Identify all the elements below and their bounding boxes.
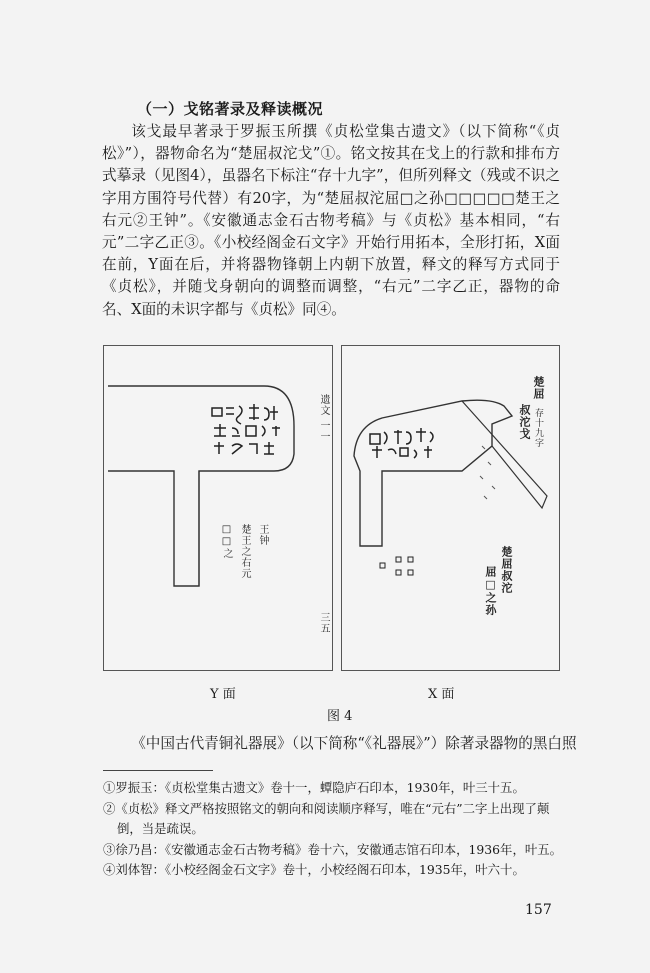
footnote-3: ③徐乃昌：《安徽通志金石古物考稿》卷十六，安徽通志馆石印本，1936年，叶五。 [103, 841, 563, 857]
y-inscription-col1: 王钟 [257, 524, 268, 546]
x-inscription-col2: 屈□之孙 [484, 566, 497, 616]
footnote-4: ④刘体智：《小校经阁金石文字》卷十，小校经阁石印本，1935年，叶六十。 [103, 862, 525, 878]
figure-y-panel [103, 345, 333, 671]
margin-note-bottom: 三五 [318, 612, 329, 634]
footnotes [103, 778, 563, 881]
y-inscription-col3: □□之 [221, 524, 232, 559]
continuation-text: 《中国古代青铜礼器展》（以下简称“《礼器展》”）除著录器物的黑白照 [131, 735, 577, 752]
footnote-2: ②《贞松》释文严格按照铭文的朝向和阅读顺序释写，唯在“元右”二字上出现了颠倒，当是疏误。 [103, 800, 550, 837]
figure-caption: 图 4 [327, 709, 353, 724]
x-inscription-col1: 楚屈叔沱 [500, 546, 513, 594]
x-title-col2: 叔沱戈 [518, 404, 531, 440]
halberd-x-drawing [342, 346, 559, 670]
section-heading: （一）戈铭著录及释读概况 [137, 100, 324, 118]
x-title-col1: 楚屈 [532, 376, 545, 400]
figure-y-label: Y 面 [210, 687, 236, 702]
footnote-divider [103, 770, 213, 771]
y-inscription-col2: 楚王之右元 [239, 524, 250, 579]
figure-x-panel [341, 345, 560, 671]
footnote-1: ①罗振玉：《贞松堂集古遗文》卷十一，蟫隐庐石印本，1930年，叶三十五。 [103, 780, 525, 795]
body-paragraph [102, 121, 560, 321]
figure-x-label: X 面 [428, 687, 455, 702]
paragraph-text: 该戈最早著录于罗振玉所撰《贞松堂集古遗文》（以下简称“《贞松》”），器物命名为“楚屈叔沱戈”①。铭文按其在戈上的行款和排布方式摹录（见图4），虽器名下标注“存十九字”，但所列释文（残或不识之字用方围符号代替）有20字，为“楚屈叔沱屈□之孙□□□□□楚王之右元②王钟”。《安徽通志金石古物考稿》与《贞松》基本相同，“右元”二字乙正③。《小校经阁金石文字》开始行用拓本，全形打拓，X面在前，Y面在后，并将器物锋朝上内朝下放置，释文的释写方式同于《贞松》，并随戈身朝向的调整而调整，“右元”二字乙正，器物的命名、X面的未识字都与《贞松》同④。 [102, 123, 560, 318]
halberd-y-drawing [104, 346, 332, 670]
page-number: 157 [525, 902, 552, 918]
x-title-col3: 存十九字 [533, 408, 543, 448]
margin-note-top: 遗文 一一 [318, 394, 329, 443]
